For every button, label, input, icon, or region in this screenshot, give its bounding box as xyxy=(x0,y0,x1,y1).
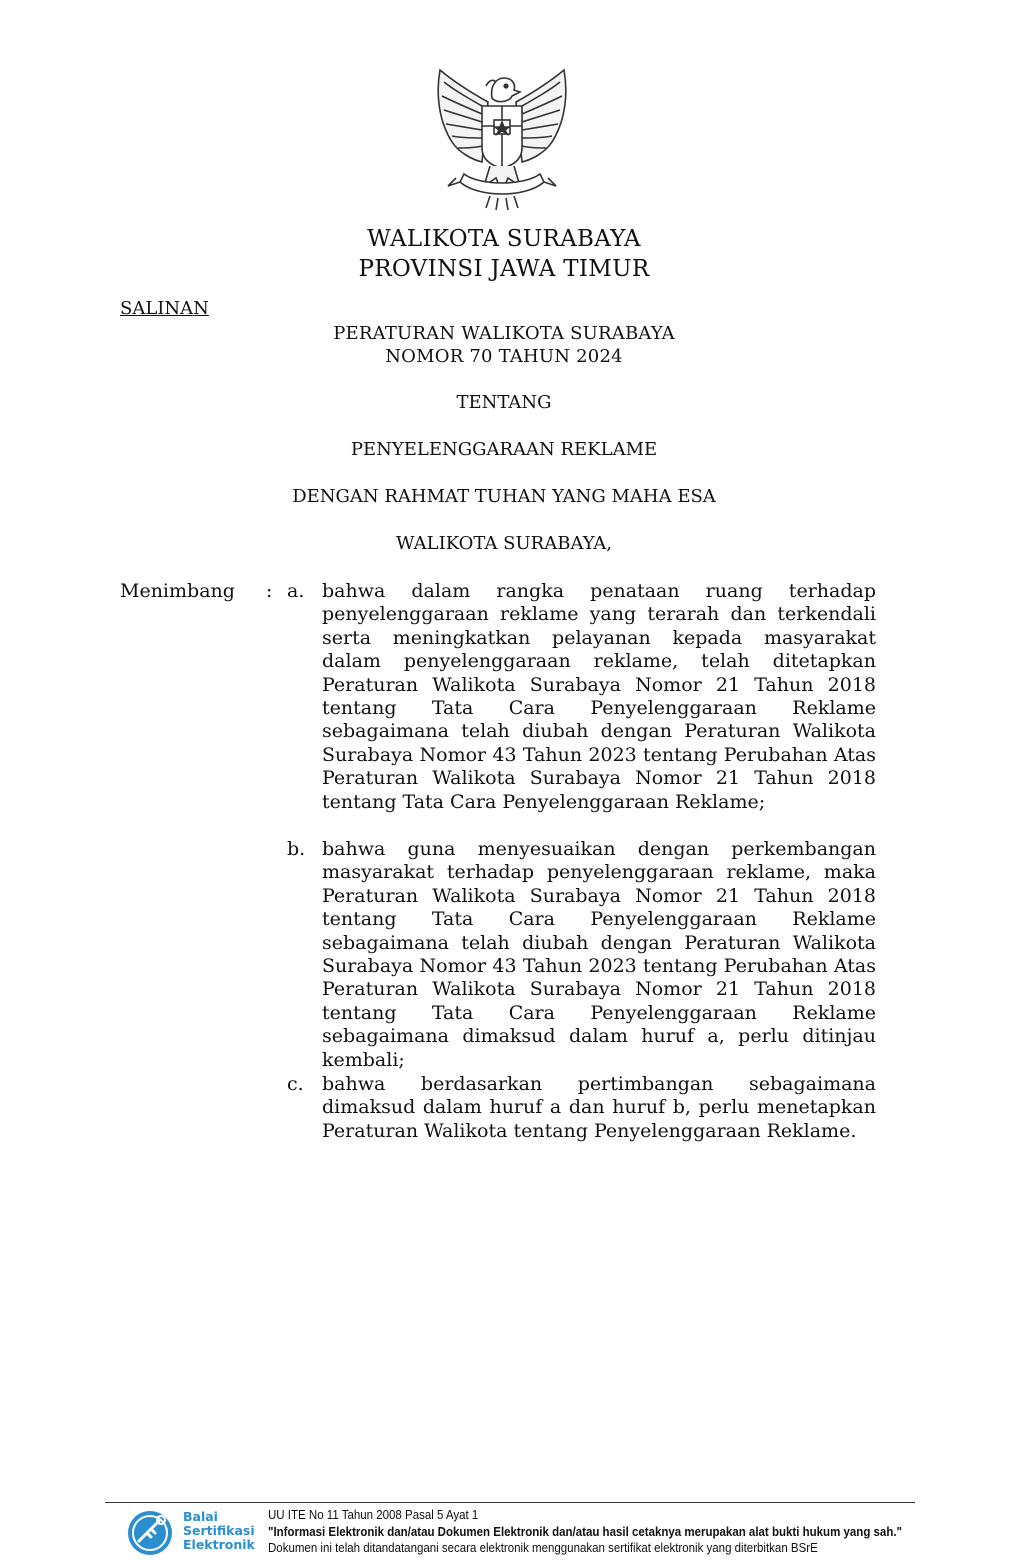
consideration-letter-b: b. xyxy=(287,838,306,860)
regulation-title xyxy=(0,322,1008,368)
salinan-label: SALINAN xyxy=(120,298,209,319)
menimbang-colon: : xyxy=(266,580,273,602)
consideration-text-a: bahwa dalam rangka penataan ruang terhadap penyelenggaraan reklame yang terarah dan terkendali serta meningkatkan pelayanan kepada masyarakat dalam penyelenggaraan reklame, telah ditetapkan Peraturan Walikota Surabaya Nomor 21 Tahun 2018 tentang Tata Cara Penyelenggaraan Reklame sebagaimana telah diubah dengan Peraturan Walikota Surabaya Nomor 43 Tahun 2023 tentang Perubahan Atas Peraturan Walikota Surabaya Nomor 21 Tahun 2018 tentang Tata Cara Penyelenggaraan Reklame; xyxy=(322,580,876,813)
walikota-line: WALIKOTA SURABAYA, xyxy=(396,533,612,554)
footer-legal-notice xyxy=(268,1507,902,1557)
footer-divider xyxy=(105,1502,915,1503)
regulation-name: PERATURAN WALIKOTA SURABAYA xyxy=(333,323,675,344)
footer-line-1: UU ITE No 11 Tahun 2008 Pasal 5 Ayat 1 xyxy=(268,1508,479,1522)
garuda-pancasila-emblem-icon xyxy=(430,62,574,214)
regulation-number: NOMOR 70 TAHUN 2024 xyxy=(385,346,623,367)
bsre-brand-line-2: Sertifikasi xyxy=(183,1523,255,1538)
bsre-brand-line-1: Balai xyxy=(183,1509,218,1524)
bsre-logo-icon xyxy=(125,1507,177,1557)
consideration-letter-a: a. xyxy=(287,580,305,602)
consideration-letter-c: c. xyxy=(287,1073,304,1095)
footer-line-2: "Informasi Elektronik dan/atau Dokumen Elektronik dan/atau hasil cetaknya merupakan alat bukti hukum yang sah." xyxy=(268,1524,903,1539)
footer-line-3: Dokumen ini telah ditandatangani secara elektronik menggunakan sertifikat elektronik yang diterbitkan BSrE xyxy=(268,1541,818,1555)
letterhead-line-1: WALIKOTA SURABAYA xyxy=(367,226,641,252)
consideration-text-c: bahwa berdasarkan pertimbangan sebagaimana dimaksud dalam huruf a dan huruf b, perlu menetapkan Peraturan Walikota tentang Penyelenggaraan Reklame. xyxy=(322,1073,876,1142)
bsre-brand xyxy=(183,1510,255,1552)
regulation-subject: PENYELENGGARAAN REKLAME xyxy=(350,439,658,460)
letterhead xyxy=(0,224,1008,284)
bsre-brand-line-3: Elektronik xyxy=(183,1537,255,1552)
menimbang-label: Menimbang xyxy=(120,580,235,602)
letterhead-line-2: PROVINSI JAWA TIMUR xyxy=(358,256,650,282)
tentang-heading: TENTANG xyxy=(456,392,552,413)
consideration-text-b: bahwa guna menyesuaikan dengan perkembangan masyarakat terhadap penyelenggaraan reklame, maka Peraturan Walikota Surabaya Nomor 21 Tahun 2018 tentang Tata Cara Penyelenggaraan Reklame sebagaimana telah diubah dengan Peraturan Walikota Surabaya Nomor 43 Tahun 2023 tentang Perubahan Atas Peraturan Walikota Surabaya Nomor 21 Tahun 2018 tentang Tata Cara Penyelenggaraan Reklame sebagaimana dimaksud dalam huruf a, perlu ditinjau kembali; xyxy=(322,838,876,1071)
rahmat-line: DENGAN RAHMAT TUHAN YANG MAHA ESA xyxy=(292,486,716,507)
